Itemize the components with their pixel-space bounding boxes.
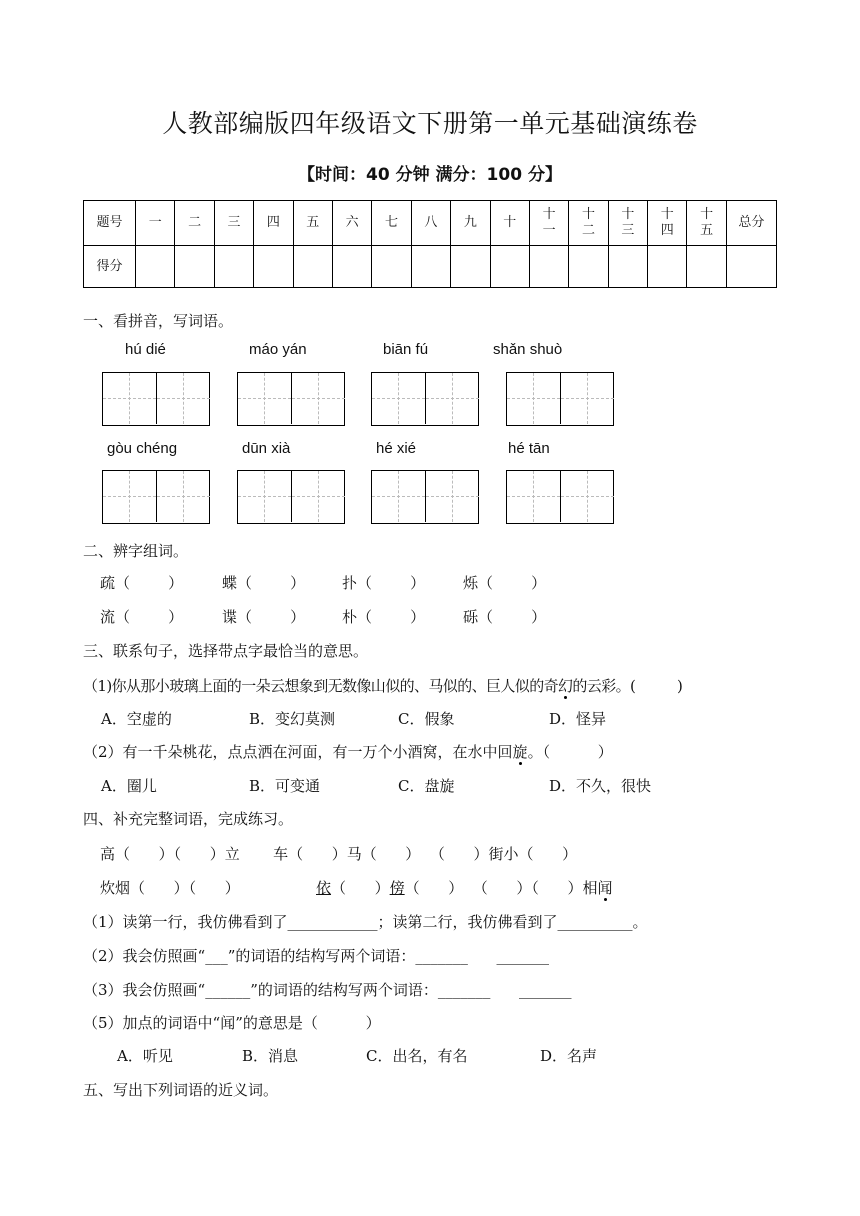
score-table [83, 200, 777, 288]
score-col-4: 四 [254, 201, 293, 246]
option-c[interactable]: C．出名，有名 [366, 1047, 468, 1065]
writing-cell[interactable] [103, 373, 157, 424]
score-cell[interactable] [608, 246, 647, 288]
section-5-heading: 五、写出下列词语的近义词。 [83, 1081, 279, 1099]
question-text: （1)你从那小玻璃上面的一朵云想象到无数像山似的、马似的、巨人似的奇 [83, 677, 558, 695]
score-table-header-row [84, 201, 777, 246]
pinyin-label: shǎn shuò [493, 341, 563, 358]
writing-box-pair[interactable] [506, 470, 614, 524]
pinyin-label: hú dié [125, 341, 166, 358]
option-d[interactable]: D．名声 [540, 1047, 598, 1065]
writing-cell[interactable] [238, 373, 292, 424]
dotted-char: 闻 [597, 879, 613, 897]
writing-cell[interactable] [238, 471, 292, 522]
score-col-12: 十二 [569, 201, 608, 246]
question-4-5: （5）加点的词语中“闻”的意思是（ ） [83, 1014, 381, 1032]
writing-cell[interactable] [507, 471, 561, 522]
score-cell[interactable] [293, 246, 332, 288]
writing-cell[interactable] [292, 471, 345, 522]
writing-box-pair[interactable] [371, 470, 479, 524]
char-item: 朴（ ） [342, 608, 426, 626]
writing-cell[interactable] [157, 373, 210, 424]
writing-box-pair[interactable] [371, 372, 479, 426]
pinyin-label: hé xié [376, 440, 417, 457]
option-d[interactable]: D．怪异 [549, 710, 607, 728]
option-c[interactable]: C．假象 [398, 710, 455, 728]
pinyin-label: hé tān [508, 440, 550, 457]
score-cell[interactable] [175, 246, 214, 288]
score-col-8: 八 [411, 201, 450, 246]
score-col-2: 二 [175, 201, 214, 246]
score-col-6: 六 [332, 201, 371, 246]
option-d[interactable]: D．不久，很快 [549, 777, 652, 795]
writing-box-pair[interactable] [102, 470, 210, 524]
score-col-9: 九 [451, 201, 490, 246]
score-col-3: 三 [214, 201, 253, 246]
score-col-10: 十 [490, 201, 529, 246]
score-cell[interactable] [254, 246, 293, 288]
option-a[interactable]: A．空虚的 [101, 710, 172, 728]
option-c[interactable]: C．盘旋 [398, 777, 455, 795]
underlined-char: 依 [316, 879, 332, 897]
option-b[interactable]: B．消息 [242, 1047, 299, 1065]
char-item: 谍（ ） [222, 608, 306, 626]
score-col-total: 总分 [726, 201, 776, 246]
writing-cell[interactable] [372, 471, 426, 522]
pinyin-label: máo yán [249, 341, 307, 358]
question-3-1 [83, 675, 682, 696]
score-row-label: 得分 [84, 246, 136, 288]
writing-cell[interactable] [561, 373, 614, 424]
dotted-char: 幻 [558, 677, 573, 695]
page-title: 人教部编版四年级语文下册第一单元基础演练卷 [162, 109, 698, 138]
writing-cell[interactable] [426, 373, 479, 424]
idiom-blank: （ ） （ ）（ ）相 [404, 879, 598, 897]
question-4-1: （1）读第一行，我仿佛看到了____________；读第二行，我仿佛看到了__________。 [83, 913, 648, 931]
section-1-heading: 一、看拼音，写词语。 [83, 312, 234, 330]
writing-cell[interactable] [372, 373, 426, 424]
idiom-blank: （ ） [331, 879, 390, 897]
score-col-13: 十三 [608, 201, 647, 246]
answer-blank[interactable]: 。（ ） [527, 743, 613, 761]
section-3-heading: 三、联系句子，选择带点字最恰当的意思。 [83, 642, 369, 660]
writing-cell[interactable] [292, 373, 345, 424]
section-4-heading: 四、补充完整词语，完成练习。 [83, 810, 294, 828]
score-cell[interactable] [411, 246, 450, 288]
char-item: 烁（ ） [463, 574, 547, 592]
option-b[interactable]: B．可变通 [249, 777, 321, 795]
exam-info: 【时间：40 分钟 满分：100 分】 [298, 165, 562, 185]
score-col-5: 五 [293, 201, 332, 246]
pinyin-label: biān fú [383, 341, 429, 358]
score-table-header-label: 题号 [84, 201, 136, 246]
question-4-3: （3）我会仿照画“______”的词语的结构写两个词语：_______ _______ [83, 981, 572, 999]
char-item: 砾（ ） [463, 608, 547, 626]
score-table-score-row [84, 246, 777, 288]
idiom-row-2a: 炊烟（ ）（ ） [100, 879, 240, 897]
writing-box-pair[interactable] [237, 372, 345, 426]
dotted-char: 旋 [512, 743, 528, 761]
char-item: 流（ ） [100, 608, 184, 626]
underlined-char: 傍 [389, 879, 405, 897]
option-b[interactable]: B．变幻莫测 [249, 710, 336, 728]
score-cell[interactable] [490, 246, 529, 288]
score-col-15: 十五 [687, 201, 726, 246]
idiom-row-2b [316, 877, 613, 898]
writing-cell[interactable] [103, 471, 157, 522]
pinyin-label: dūn xià [242, 440, 291, 457]
score-cell[interactable] [372, 246, 411, 288]
char-item: 疏（ ） [100, 574, 184, 592]
score-cell[interactable] [687, 246, 726, 288]
score-cell-total[interactable] [726, 246, 776, 288]
writing-cell[interactable] [507, 373, 561, 424]
writing-box-pair[interactable] [102, 372, 210, 426]
score-cell[interactable] [214, 246, 253, 288]
question-text: （2）有一千朵桃花，点点洒在河面，有一万个小酒窝，在水中回 [83, 743, 513, 761]
pinyin-label: gòu chéng [107, 440, 178, 457]
question-4-2: （2）我会仿照画“___”的词语的结构写两个词语：_______ _______ [83, 947, 549, 965]
score-cell[interactable] [648, 246, 687, 288]
score-cell[interactable] [529, 246, 568, 288]
writing-cell[interactable] [157, 471, 210, 522]
writing-box-pair[interactable] [506, 372, 614, 426]
idiom-row-1: 高（ ）（ ）立 车（ ）马（ ） （ ）街小（ ） [100, 845, 578, 863]
score-col-1: 一 [136, 201, 175, 246]
score-cell[interactable] [451, 246, 490, 288]
answer-blank[interactable]: 的云彩。( ) [572, 677, 683, 695]
char-item: 扑（ ） [342, 574, 426, 592]
question-3-2 [83, 741, 613, 762]
score-col-14: 十四 [648, 201, 687, 246]
score-cell[interactable] [136, 246, 175, 288]
option-a[interactable]: A．圈儿 [101, 777, 157, 795]
score-cell[interactable] [332, 246, 371, 288]
option-a[interactable]: A．听见 [117, 1047, 173, 1065]
section-2-heading: 二、辨字组词。 [83, 542, 189, 560]
score-col-11: 十一 [529, 201, 568, 246]
writing-cell[interactable] [426, 471, 479, 522]
char-item: 蝶（ ） [222, 574, 306, 592]
writing-cell[interactable] [561, 471, 614, 522]
writing-box-pair[interactable] [237, 470, 345, 524]
score-cell[interactable] [569, 246, 608, 288]
score-col-7: 七 [372, 201, 411, 246]
